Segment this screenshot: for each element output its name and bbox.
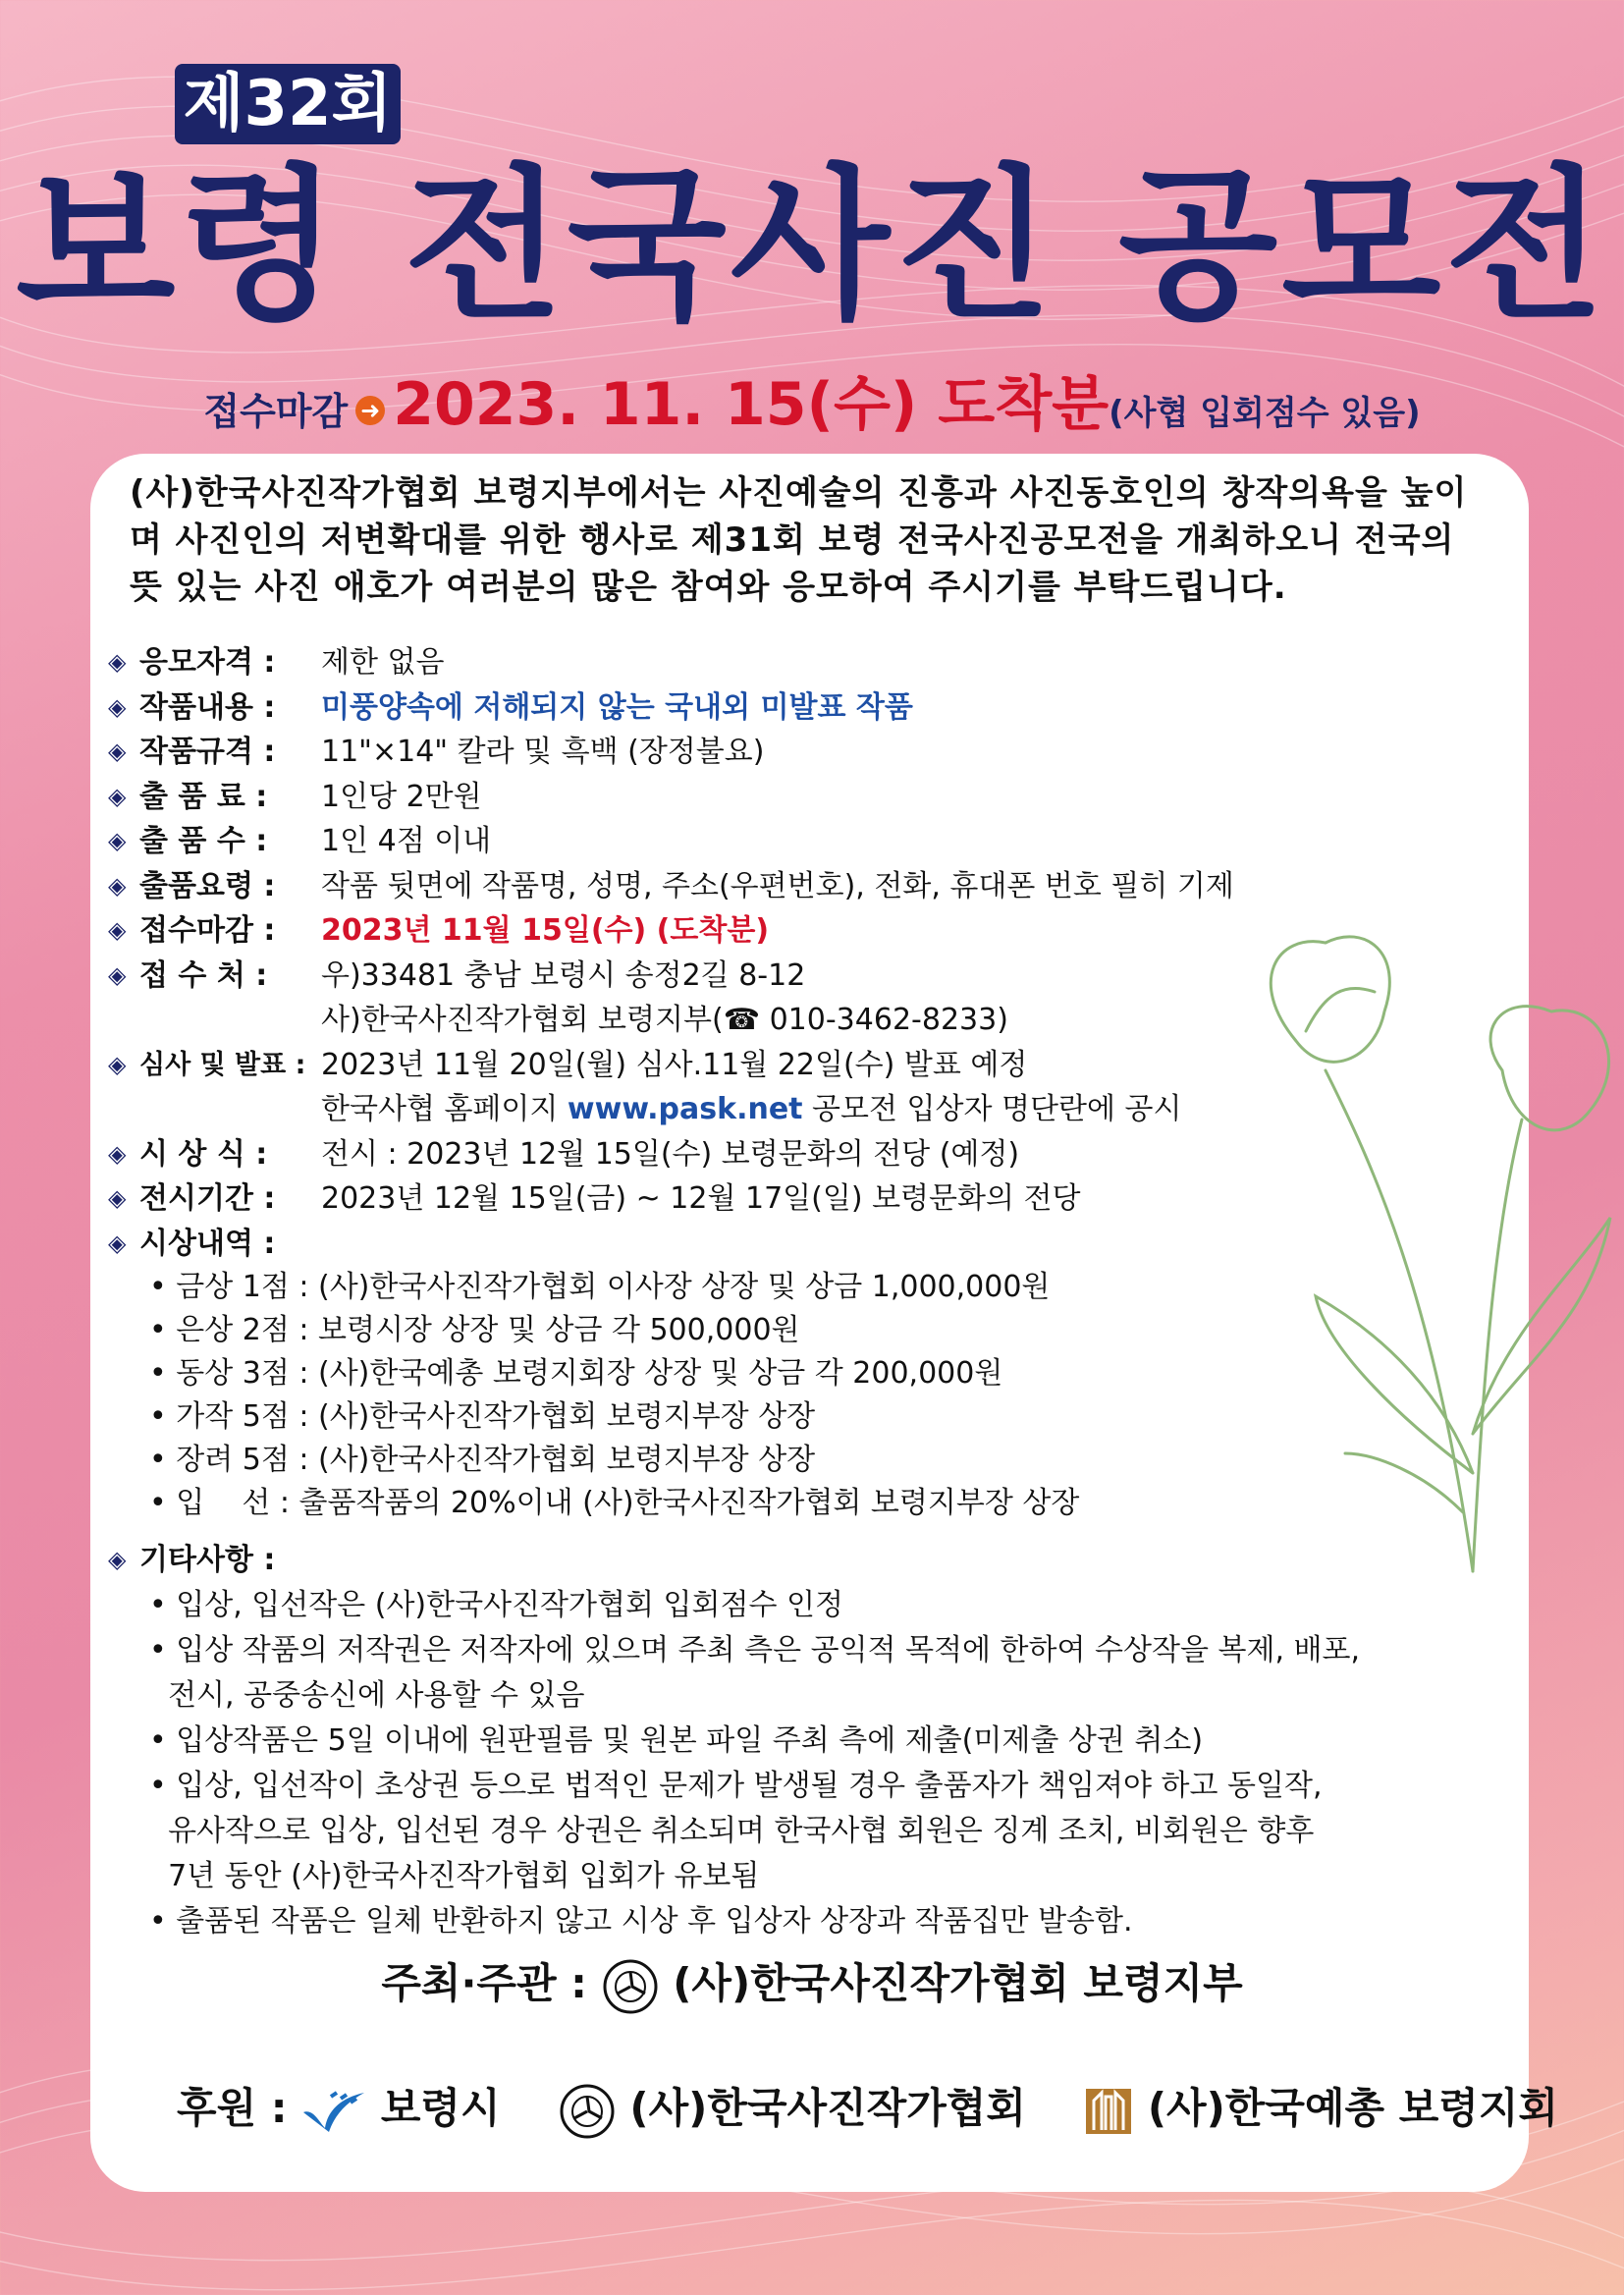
- item-value: 제한 없음: [321, 645, 445, 680]
- diamond-icon: ◈: [108, 648, 127, 676]
- details-list: [108, 640, 1522, 1525]
- host-name: (사)한국사진작가협회 보령지부: [673, 1959, 1243, 2007]
- item-value: 2023년 11월 20일(월) 심사.11월 22일(수) 발표 예정: [321, 1047, 1028, 1082]
- sponsor-label: 후원 :: [177, 2084, 288, 2132]
- diamond-icon: ◈: [108, 1229, 127, 1257]
- item-deadline: [108, 908, 1522, 954]
- deadline-banner: [0, 365, 1624, 459]
- boryeong-city-logo-icon: [301, 2089, 366, 2134]
- note-item-cont: [108, 1809, 1522, 1854]
- item-ceremony: [108, 1132, 1522, 1177]
- note-item: [108, 1719, 1522, 1764]
- item-label: 출 품 수 :: [139, 824, 268, 858]
- item-exhibition: [108, 1176, 1522, 1222]
- item-count: [108, 819, 1522, 864]
- pask-emblem-icon: [602, 1958, 659, 2015]
- item-value: 우)33481 충남 보령시 송정2길 8-12: [321, 957, 806, 993]
- prize-text: 장려 5점 : (사)한국사진작가협회 보령지부장 상장: [176, 1443, 816, 1477]
- telephone-icon: ☎: [723, 1003, 761, 1037]
- edition-badge: 제32회: [175, 64, 401, 144]
- yechong-logo-icon: [1084, 2087, 1133, 2136]
- bullet: •: [149, 1587, 167, 1622]
- page-title: 보령 전국사진 공모전: [16, 149, 1608, 342]
- prize-text: 금상 1점 : (사)한국사진작가협회 이사장 상장 및 상금 1,000,000원: [176, 1270, 1051, 1304]
- other-notes: [108, 1538, 1522, 1944]
- prize-item: [108, 1352, 1522, 1395]
- bullet: •: [149, 1399, 167, 1434]
- sponsor-3: (사)한국예총 보령지회: [1147, 2084, 1558, 2132]
- item-value: 2023년 12월 15일(금) ~ 12월 17일(일) 보령문화의 전당: [321, 1181, 1081, 1216]
- bullet: •: [149, 1270, 167, 1304]
- intro-paragraph: (사)한국사진작가협회 보령지부에서는 사진예술의 진흥과 사진동호인의 창작의욕을 높이며 사진인의 저변확대를 위한 행사로 제31회 보령 전국사진공모전을 개최하오니 전국의 뜻 있는 사진 애호가 여러분의 많은 참여와 응모하여 주시기를 부탁드립니다.: [130, 473, 1468, 607]
- arrow-right-icon: ➜: [355, 396, 385, 425]
- prize-text: 은상 2점 : 보령시장 상장 및 상금 각 500,000원: [176, 1313, 800, 1347]
- item-judging: [108, 1043, 1522, 1088]
- sponsor-2: (사)한국사진작가협회: [629, 2084, 1026, 2132]
- deadline-banner-label: 접수마감: [203, 390, 349, 433]
- note-text: 전시, 공중송신에 사용할 수 있음: [168, 1677, 585, 1713]
- prize-item: [108, 1395, 1522, 1439]
- note-item: [108, 1583, 1522, 1628]
- note-text: 7년 동안 (사)한국사진작가협회 입회가 유보됨: [168, 1858, 760, 1893]
- diamond-icon: ◈: [108, 1139, 127, 1168]
- item-label: 접 수 처 :: [139, 957, 268, 993]
- prize-item: [108, 1309, 1522, 1352]
- item-label: 출 품 료 :: [139, 779, 268, 814]
- item-value: 1인당 2만원: [321, 779, 482, 814]
- diamond-icon: ◈: [108, 1546, 127, 1573]
- note-text: 입상, 입선작이 초상권 등으로 법적인 문제가 발생될 경우 출품자가 책임져야 하고 동일작,: [176, 1768, 1323, 1803]
- item-label: 접수마감 :: [139, 913, 276, 948]
- prize-text: 가작 5점 : (사)한국사진작가협회 보령지부장 상장: [176, 1399, 816, 1434]
- item-size: [108, 730, 1522, 775]
- item-value: 미풍양속에 저해되지 않는 국내외 미발표 작품: [321, 689, 913, 725]
- deadline-banner-note: (사협 입회점수 있음): [1109, 394, 1421, 433]
- item-value: 전시 : 2023년 12월 15일(수) 보령문화의 전당 (예정): [321, 1136, 1020, 1172]
- note-text: 입상, 입선작은 (사)한국사진작가협회 입회점수 인정: [176, 1587, 843, 1622]
- item-label: 기타사항 :: [139, 1543, 276, 1577]
- item-label: 심사 및 발표 :: [139, 1049, 306, 1080]
- note-item: [108, 1899, 1522, 1944]
- diamond-icon: ◈: [108, 782, 127, 810]
- item-etc: [108, 1538, 1522, 1583]
- note-item: [108, 1764, 1522, 1809]
- note-text: 입상작품은 5일 이내에 원판필름 및 원본 파일 주최 측에 제출(미제출 상권 취소): [176, 1722, 1204, 1758]
- diamond-icon: ◈: [108, 871, 127, 900]
- prize-item: [108, 1439, 1522, 1482]
- note-item: [108, 1628, 1522, 1673]
- diamond-icon: ◈: [108, 916, 127, 944]
- judging-text-end: 공모전 입상자 명단란에 공시: [802, 1092, 1182, 1126]
- website-link[interactable]: www.pask.net: [567, 1092, 803, 1126]
- prize-text: 동상 3점 : (사)한국예총 보령지회장 상장 및 상금 각 200,000원: [176, 1356, 1003, 1391]
- host-label: 주최·주관 :: [381, 1959, 587, 2007]
- sponsor-1: 보령시: [380, 2084, 501, 2132]
- item-label: 시 상 식 :: [139, 1136, 268, 1172]
- judging-line-2: [108, 1087, 1522, 1132]
- prize-item: [108, 1266, 1522, 1309]
- deadline-banner-date: 2023. 11. 15(수) 도착분: [393, 370, 1110, 439]
- prize-item: [108, 1482, 1522, 1525]
- diamond-icon: ◈: [108, 827, 127, 854]
- sponsor-line: [177, 2074, 1558, 2143]
- item-label: 전시기간 :: [139, 1181, 276, 1216]
- item-label: 작품내용 :: [139, 689, 276, 725]
- address-prefix: 사)한국사진작가협회 보령지부(: [321, 1003, 724, 1037]
- item-prizes: [108, 1222, 1522, 1267]
- phone-number: 010-3462-8233): [760, 1003, 1008, 1037]
- bullet: •: [149, 1632, 167, 1667]
- bullet: •: [149, 1768, 167, 1803]
- prize-text: 입 선 : 출품작품의 20%이내 (사)한국사진작가협회 보령지부장 상장: [176, 1486, 1080, 1520]
- diamond-icon: ◈: [108, 692, 127, 721]
- note-item-cont: [108, 1854, 1522, 1899]
- item-label: 시상내역 :: [139, 1226, 276, 1261]
- item-address: [108, 954, 1522, 999]
- item-content: [108, 685, 1522, 731]
- item-value: 1인 4점 이내: [321, 824, 492, 858]
- note-text: 유사작으로 입상, 입선된 경우 상권은 취소되며 한국사협 회원은 징계 조치, 비회원은 향후: [168, 1813, 1315, 1848]
- organizer-line: [0, 1949, 1624, 2018]
- diamond-icon: ◈: [108, 1184, 127, 1212]
- item-value: 작품 뒷면에 작품명, 성명, 주소(우편번호), 전화, 휴대폰 번호 필히 기제: [321, 868, 1234, 903]
- diamond-icon: ◈: [108, 960, 127, 989]
- item-value: 11"×14" 칼라 및 흑백 (장정불요): [321, 735, 765, 769]
- bullet: •: [149, 1313, 167, 1347]
- bullet: •: [149, 1486, 167, 1520]
- item-fee: [108, 775, 1522, 820]
- item-guide: [108, 864, 1522, 909]
- bullet: •: [149, 1356, 167, 1391]
- bullet: •: [149, 1903, 167, 1939]
- item-label: 응모자격 :: [139, 645, 276, 680]
- address-line-2: [108, 998, 1522, 1043]
- item-label: 출품요령 :: [139, 868, 276, 903]
- note-item-cont: [108, 1673, 1522, 1719]
- bullet: •: [149, 1722, 167, 1758]
- note-text: 출품된 작품은 일체 반환하지 않고 시상 후 입상자 상장과 작품집만 발송함.: [176, 1903, 1133, 1939]
- note-text: 입상 작품의 저작권은 저작자에 있으며 주최 측은 공익적 목적에 한하여 수상작을 복제, 배포,: [176, 1632, 1361, 1667]
- item-label: 작품규격 :: [139, 735, 276, 769]
- item-eligibility: [108, 640, 1522, 685]
- bullet: •: [149, 1443, 167, 1477]
- pask-emblem-icon: [559, 2083, 616, 2140]
- diamond-icon: ◈: [108, 738, 127, 765]
- diamond-icon: ◈: [108, 1050, 127, 1078]
- judging-text: 한국사협 홈페이지: [321, 1092, 568, 1126]
- item-value: 2023년 11월 15일(수) (도착분): [321, 913, 770, 948]
